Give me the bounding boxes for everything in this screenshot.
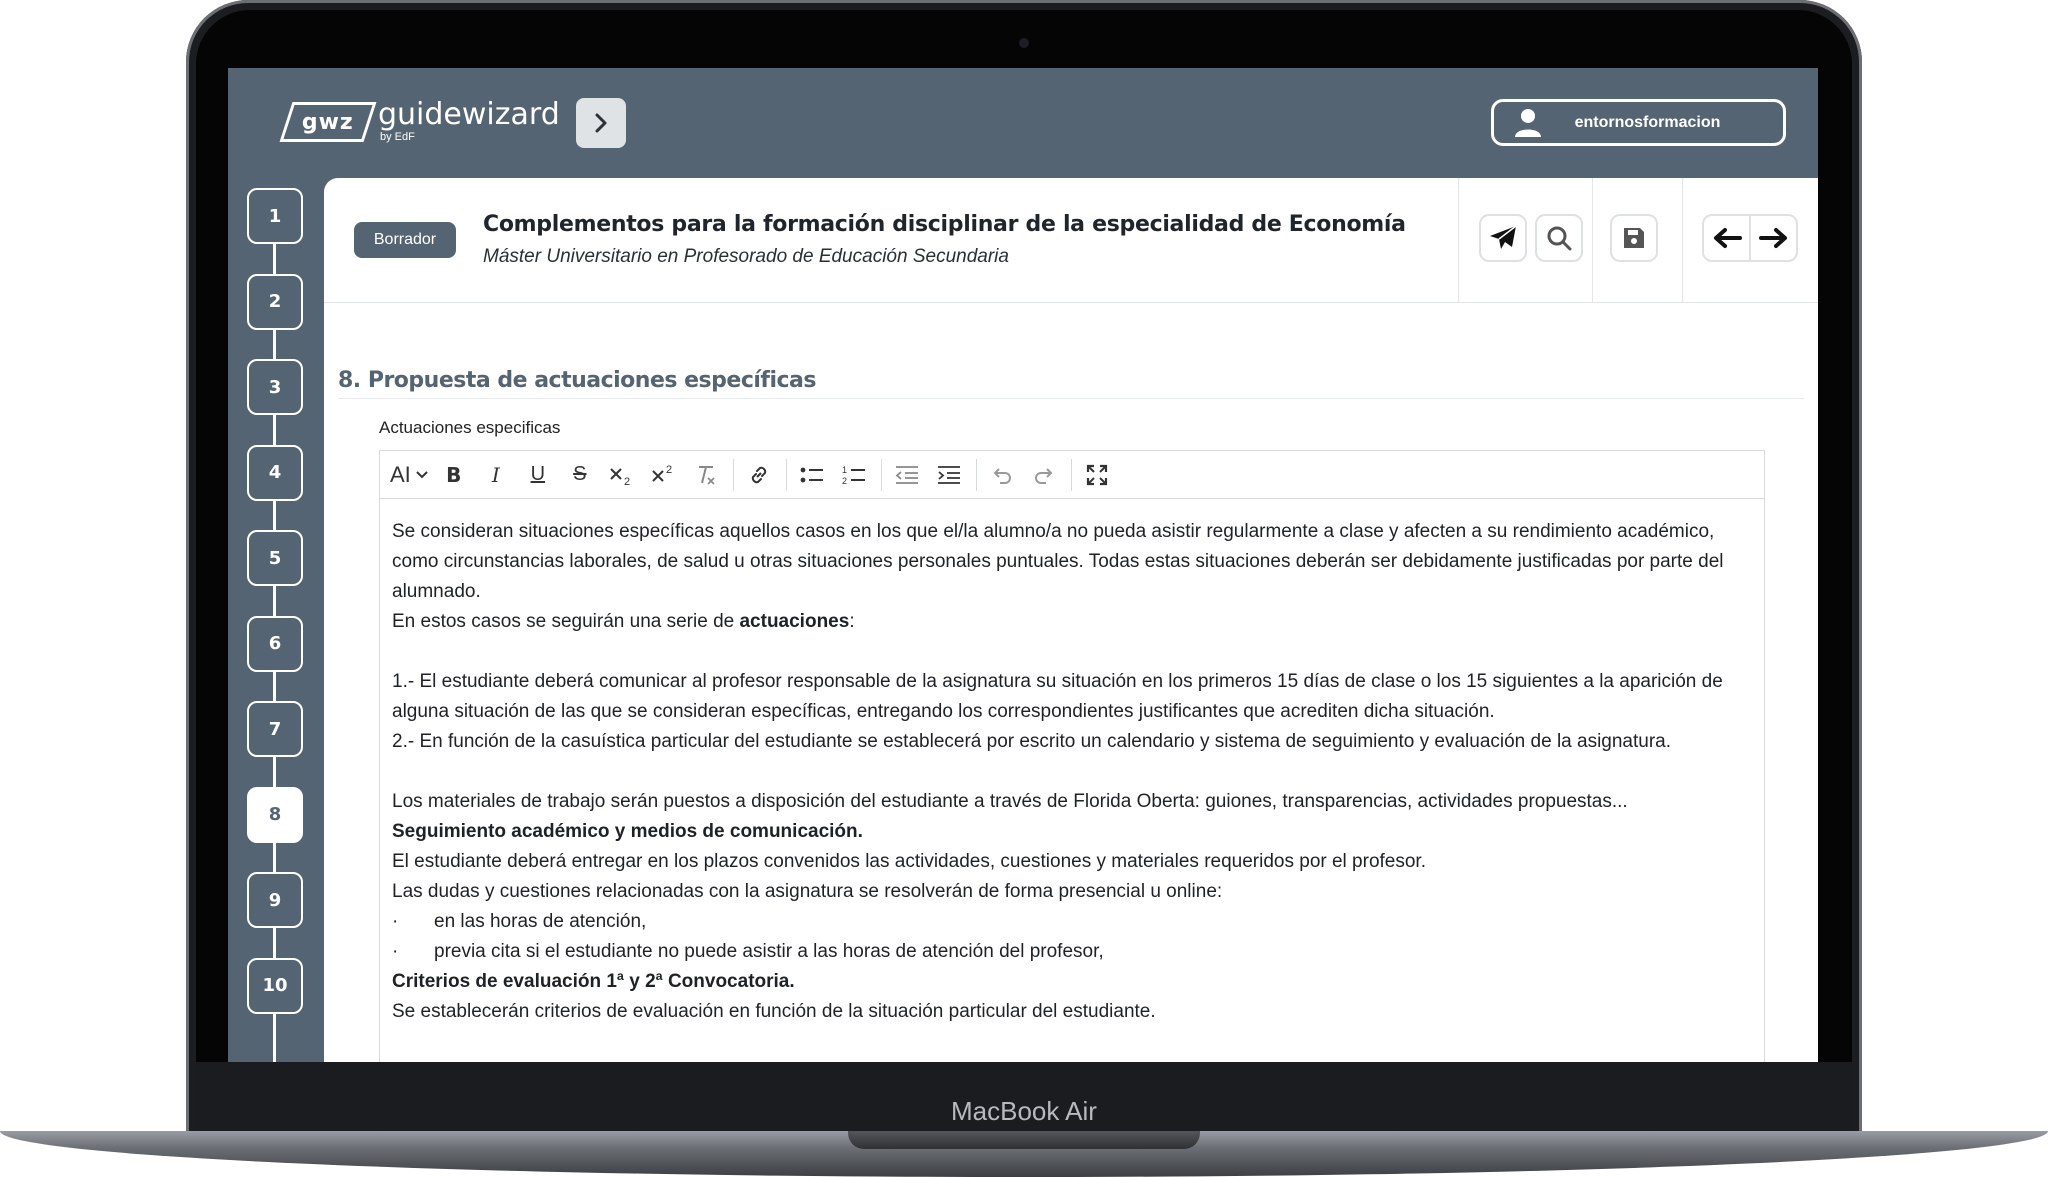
- camera-icon: [1019, 38, 1029, 48]
- laptop-notch: [848, 1131, 1200, 1149]
- subheading: Criterios de evaluación 1ª y 2ª Convocatoria.: [392, 971, 795, 992]
- outdent-icon: [894, 464, 920, 486]
- numbered-list-icon: [841, 464, 867, 486]
- paragraph: Se establecerán criterios de evaluación en función de la situación particular del estudiante.: [392, 1001, 1156, 1022]
- save-button[interactable]: [1610, 214, 1658, 262]
- link-button[interactable]: [742, 459, 776, 491]
- previous-button[interactable]: [1704, 216, 1751, 260]
- send-button[interactable]: [1479, 214, 1527, 262]
- logo-sub: by EdF: [380, 131, 415, 143]
- undo-icon: [990, 464, 1014, 486]
- paragraph: Los materiales de trabajo serán puestos a disposición del estudiante a través de Florida Oberta: guiones, transparencias, actividades propuestas...: [392, 791, 1628, 812]
- outdent-button[interactable]: [890, 459, 924, 491]
- underline-button[interactable]: U: [530, 463, 546, 485]
- italic-button[interactable]: I: [491, 462, 500, 487]
- header-divider: [1682, 178, 1683, 302]
- paragraph: 2.- En función de la casuística particular del estudiante se establecerá por escrito un calendario y sistema de seguimiento y evaluación de la asignatura.: [392, 731, 1672, 752]
- step-5[interactable]: 5: [247, 530, 303, 586]
- main-panel: [324, 178, 1818, 1062]
- clear-format-icon: [693, 463, 719, 487]
- paragraph: 1.- El estudiante deberá comunicar al profesor responsable de la asignatura su situación en los primeros 15 días de clase o los 15 siguientes a la aparición de alguna situación de las que se consideran específicas, entregando los correspondientes justificantes que acrediten dicha situación.: [392, 671, 1723, 722]
- paragraph: Se consideran situaciones específicas aquellos casos en los que el/la alumno/a no pueda asistir regularmente a clase y afecten a su rendimiento académico, como circunstancias laborales, de salud u otras situaciones personales puntuales. Todas estas situaciones deberán ser debidamente justificadas por parte del alumnado.: [392, 521, 1724, 602]
- subscript-button[interactable]: [605, 459, 639, 491]
- superscript-button[interactable]: [647, 459, 681, 491]
- header-divider: [1458, 178, 1459, 302]
- arrow-left-icon: [1712, 227, 1742, 249]
- step-9[interactable]: 9: [247, 872, 303, 928]
- bullet-list-icon: [799, 464, 825, 486]
- step-8[interactable]: 8: [247, 787, 303, 843]
- svg-text:2: 2: [623, 475, 630, 487]
- redo-icon: [1032, 464, 1056, 486]
- paragraph: Las dudas y cuestiones relacionadas con la asignatura se resolverán de forma presencial u online:: [392, 881, 1223, 902]
- font-size-dropdown[interactable]: AI: [390, 459, 429, 491]
- user-name: entornosformacion: [1574, 113, 1721, 131]
- step-1[interactable]: 1: [247, 188, 303, 244]
- step-10[interactable]: 10: [247, 958, 303, 1014]
- field-label: Actuaciones especificas: [379, 418, 561, 437]
- logo-name: guidewizard: [378, 97, 560, 132]
- editor-toolbar: [380, 451, 1764, 499]
- fullscreen-icon: [1086, 464, 1108, 486]
- section-title: 8. Propuesta de actuaciones específicas: [338, 368, 816, 393]
- status-badge: Borrador: [354, 222, 456, 258]
- step-navigator: [247, 188, 303, 1062]
- indent-icon: [936, 464, 962, 486]
- floppy-disk-icon: [1621, 225, 1647, 251]
- remove-format-button[interactable]: [689, 459, 723, 491]
- top-bar: [228, 68, 1818, 178]
- step-3[interactable]: 3: [247, 359, 303, 415]
- redo-button[interactable]: [1027, 459, 1061, 491]
- svg-text:2: 2: [665, 463, 672, 476]
- editor-content[interactable]: [392, 517, 1744, 1027]
- svg-text:1: 1: [841, 464, 847, 475]
- superscript-icon: [650, 463, 678, 487]
- list-item: · en las horas de atención,: [392, 911, 647, 932]
- app-screen: [228, 68, 1818, 1062]
- search-icon: [1545, 224, 1573, 252]
- undo-button[interactable]: [985, 459, 1019, 491]
- svg-text:2: 2: [841, 475, 847, 486]
- paragraph: En estos casos se seguirán una serie de actuaciones:: [392, 611, 855, 632]
- link-icon: [747, 463, 771, 487]
- strikethrough-button[interactable]: S: [573, 463, 587, 485]
- paper-plane-icon: [1488, 224, 1518, 252]
- header-divider: [1592, 178, 1593, 302]
- rich-text-editor: [379, 450, 1765, 1062]
- section-divider: [338, 398, 1804, 399]
- subheading: Seguimiento académico y medios de comunicación.: [392, 821, 863, 842]
- device-label: MacBook Air: [951, 1096, 1097, 1126]
- bold-button[interactable]: B: [446, 462, 462, 487]
- prev-next-group: [1702, 214, 1798, 262]
- chevron-right-icon: [592, 112, 610, 134]
- step-6[interactable]: 6: [247, 616, 303, 672]
- arrow-right-icon: [1759, 227, 1789, 249]
- step-2[interactable]: 2: [247, 274, 303, 330]
- paragraph: El estudiante deberá entregar en los plazos convenidos las actividades, cuestiones y materiales requeridos por el profesor.: [392, 851, 1426, 872]
- subscript-icon: [608, 463, 636, 487]
- user-menu-button[interactable]: [1491, 99, 1786, 146]
- chevron-down-icon: [415, 470, 429, 480]
- document-header: [324, 178, 1818, 303]
- logo-badge: gwz: [280, 102, 377, 142]
- numbered-list-button[interactable]: [837, 459, 871, 491]
- fullscreen-button[interactable]: [1080, 459, 1114, 491]
- indent-button[interactable]: [932, 459, 966, 491]
- list-item: · previa cita si el estudiante no puede asistir a las horas de atención del profesor,: [392, 941, 1104, 962]
- user-icon: [1514, 108, 1542, 138]
- sidebar-toggle-button[interactable]: [576, 98, 626, 148]
- search-button[interactable]: [1535, 214, 1583, 262]
- step-4[interactable]: 4: [247, 445, 303, 501]
- page-title: Complementos para la formación disciplinar de la especialidad de Economía: [483, 212, 1406, 237]
- next-button[interactable]: [1751, 216, 1796, 260]
- step-7[interactable]: 7: [247, 701, 303, 757]
- bullet-list-button[interactable]: [795, 459, 829, 491]
- page-subtitle: Máster Universitario en Profesorado de Educación Secundaria: [483, 246, 1009, 267]
- app-logo[interactable]: [286, 97, 560, 143]
